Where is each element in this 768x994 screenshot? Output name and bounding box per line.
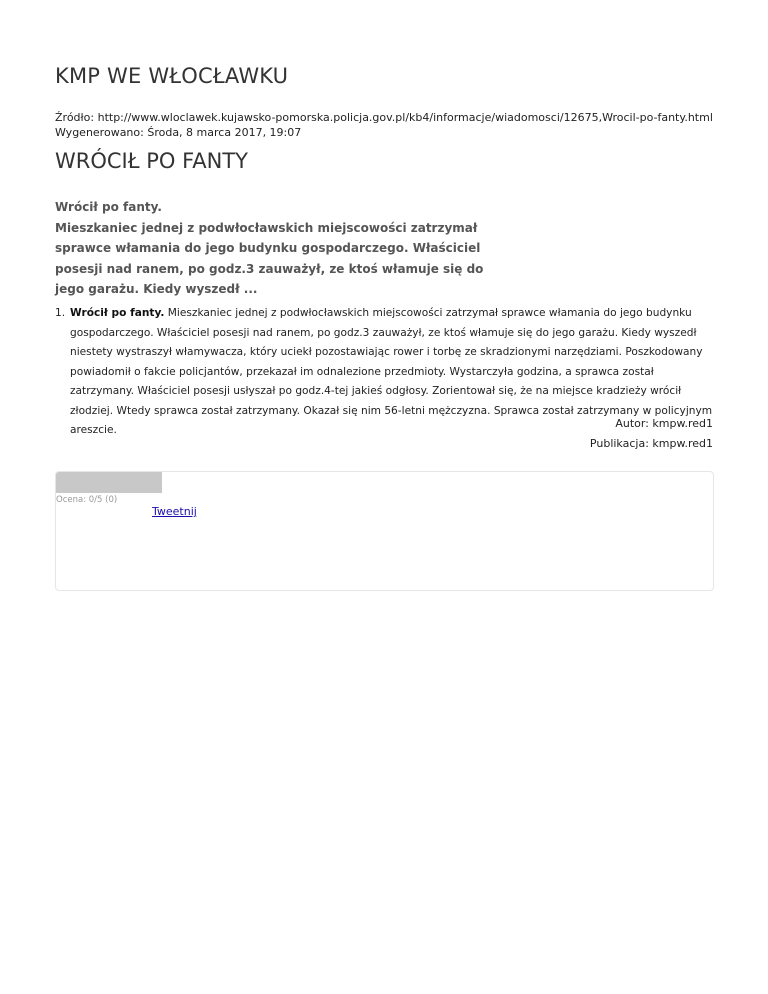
article-credits <box>590 414 713 454</box>
tweet-link[interactable]: Tweetnij <box>152 505 197 518</box>
source-meta <box>55 110 713 140</box>
publication-label: Publikacja: <box>589 437 649 450</box>
source-url: http://www.wloclawek.kujawsko-pomorska.policja.gov.pl/kb4/informacje/wiadomosci/12675,Wrocil-po-fanty.html <box>97 111 713 124</box>
generated-line <box>55 125 713 140</box>
body-bold-title: Wrócił po fanty. <box>70 307 165 319</box>
generated-label: Wygenerowano: <box>55 126 144 139</box>
author-line <box>590 414 713 434</box>
list-number: 1. <box>55 307 66 319</box>
publication-value: kmpw.red1 <box>652 437 713 450</box>
article-title: WRÓCIŁ PO FANTY <box>55 149 248 173</box>
source-label: Źródło: <box>55 111 95 124</box>
site-title: KMP WE WŁOCŁAWKU <box>55 64 289 88</box>
author-value: kmpw.red1 <box>652 417 713 430</box>
rating-share-box <box>55 471 714 591</box>
publication-line <box>590 434 713 454</box>
body-text: Mieszkaniec jednej z podwłocławskich miejscowości zatrzymał sprawce włamania do jego budynku gospodarczego. Właściciel posesji nad ranem, po godz.3 zauważył, ze ktoś włamuje się do jego garażu. Kiedy wyszedł niestety wystraszył włamywacza, który uciekł pozostawiając rower i torbę ze skradzionymi narzędziami. Poszkodowany powiadomił o fakcie policjantów, przekazał im odnalezione przedmioty. Wystarczyła godzina, a sprawca został zatrzymany. Właściciel posesji usłyszał po godz.4-tej jakieś odgłosy. Zorientował się, że na miejsce kradzieży wrócił złodziej. Wtedy sprawca został zatrzymany. Okazał się nim 56-letni mężczyzna. Sprawca został zatrzymany w policyjnym areszcie. <box>70 307 713 436</box>
rating-stars-bar[interactable] <box>56 472 162 493</box>
source-line <box>55 110 713 125</box>
rating-text: Ocena: 0/5 (0) <box>56 495 118 505</box>
article-lead: Wrócił po fanty. Mieszkaniec jednej z podwłocławskich miejscowości zatrzymał sprawce włamania do jego budynku gospodarczego. Właściciel posesji nad ranem, po godz.3 zauważył, ze ktoś włamuje się do jego garażu. Kiedy wyszedł ... <box>55 200 484 297</box>
author-label: Autor: <box>615 417 649 430</box>
generated-date: Środa, 8 marca 2017, 19:07 <box>147 126 302 139</box>
